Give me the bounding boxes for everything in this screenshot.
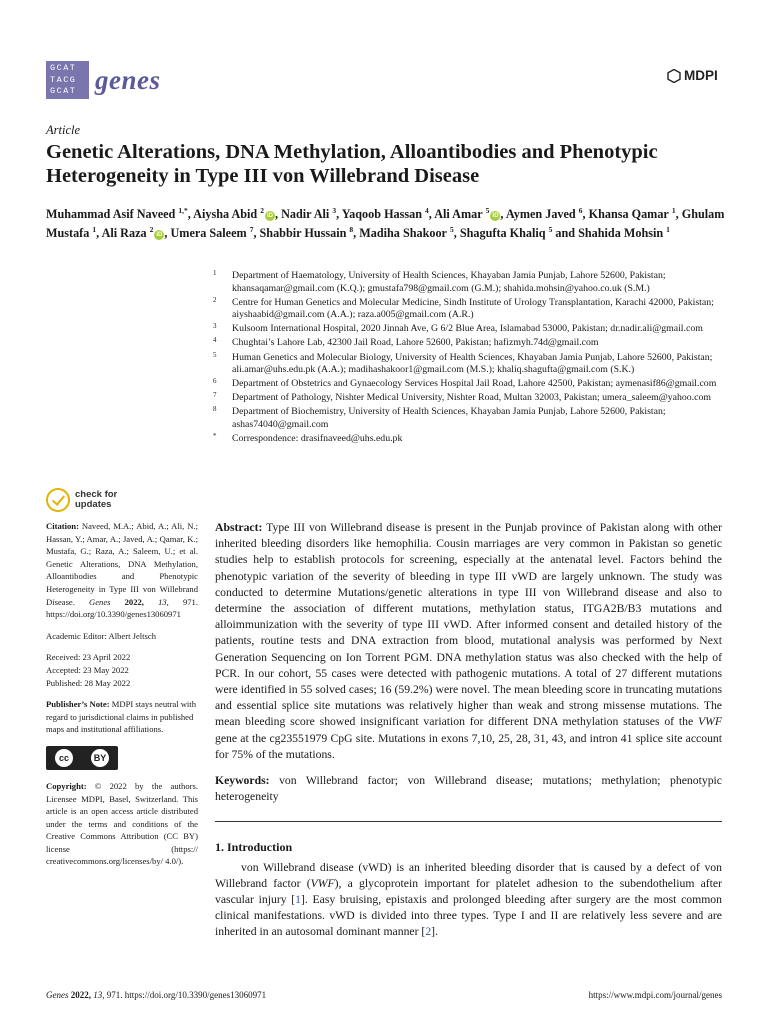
check-updates-icon (46, 488, 70, 512)
affiliation-text: Correspondence: drasifnaveed@uhs.edu.pk (232, 433, 403, 445)
author-affiliation-number: 1 (666, 225, 670, 235)
author: Ghulam Mustafa $^1$, (46, 207, 725, 241)
author-list (46, 203, 726, 241)
check-updates-line: updates (75, 499, 112, 510)
citation-doi-link[interactable]: 971. https://doi.org/10.3390/genes13060971 (46, 596, 198, 620)
article-title: Genetic Alterations, DNA Methylation, Alloantibodies and Phenotypic Heterogeneity in Type III von Willebrand Disease (46, 141, 658, 187)
author-affiliation-number: 1 (92, 225, 97, 235)
affiliation-number: 6 (213, 377, 217, 386)
keywords (215, 773, 722, 805)
author: Ali Raza $^2$iD , (101, 225, 171, 241)
author: Shabbir Hussain $^8$, (259, 225, 360, 241)
received-date: Received: 23 April 2022 (46, 652, 131, 663)
citation-text: Naveed, M.A.; Abid, A.; Ali, N.; Hassan, Y.; Amar, A.; Javed, A.; Qamar, K.; Mustafa, G.; Raza, A.; Saleem, U.; et al. Genetic Alterations, DNA Methylation, Alloantibodies and Phenotypic Heterogeneity in Type III von Willebrand Disease. (46, 521, 198, 607)
affiliation (213, 378, 723, 391)
abstract-gene: VWF (697, 715, 722, 729)
copyright (46, 780, 198, 868)
citation-label: Citation: (46, 521, 79, 531)
affiliation-text: Department of Biochemistry, University of Health Sciences, Khayaban Jamia Punjab, Lahore 52600, Pakistan; ashas74040@gmail.com (232, 406, 666, 431)
academic-editor: Academic Editor: Albert Jeltsch (46, 630, 157, 641)
author-name: Shabbir Hussain (259, 226, 347, 241)
author-name: Aymen Javed (505, 207, 576, 222)
affiliation (213, 433, 723, 446)
affiliation-text: Department of Haematology, University of Health Sciences, Khayaban Jamia Punjab, Lahore 52600, Pakistan; khansaqamar@gmail.com (K.Q.); gmustafa798@gmail.com (G.M.); shahida.mohsin@yahoo.co.uk (S.M.) (232, 270, 666, 294)
affiliation (213, 392, 723, 405)
check-for-updates-button[interactable] (46, 488, 198, 512)
author-name: Muhammad Asif Naveed (46, 207, 176, 222)
author-affiliation-number: 8 (349, 225, 354, 235)
author-affiliation-number: 1,* (178, 206, 188, 215)
affiliation (213, 270, 723, 295)
affiliation-number: 7 (213, 391, 217, 400)
abstract-label: Abstract: (215, 521, 263, 534)
author-affiliation-number: 1 (671, 206, 676, 215)
author-name: Shahida Mohsin (578, 226, 664, 241)
orcid-icon[interactable]: iD (156, 232, 163, 239)
author-name: Ali Amar (434, 207, 483, 222)
citation-volume: 13, (158, 596, 169, 607)
intro-text: ]. Easy bruising, epistaxis and prolonged bleeding after surgery are the most common clinical manifestations. vWD is divided into three types. Type I and II are relatively less severe and are inherited in an autosomal dominant manner [ (215, 893, 722, 939)
check-updates-label (75, 490, 117, 510)
author (578, 226, 670, 240)
affiliation-number: 2 (213, 295, 217, 304)
affiliation (213, 352, 723, 377)
affiliation-number: * (213, 432, 217, 441)
citation (46, 520, 198, 621)
journal-name: genes (95, 65, 161, 95)
orcid-icon[interactable]: iD (266, 213, 273, 220)
affiliation (213, 406, 723, 431)
publisher-name: MDPI (684, 68, 718, 83)
footer-volume: 13, (93, 990, 105, 1000)
citation-year: 2022, (124, 596, 144, 607)
author-name: Umera Saleem (170, 226, 247, 241)
affiliation-number: 5 (213, 350, 217, 359)
genes-logo-icon (46, 61, 89, 99)
author: Aiysha Abid $^2$iD , (193, 206, 282, 222)
keywords-label: Keywords: (215, 774, 270, 788)
intro-text: von Willebrand disease (vWD) is an inherited bleeding disorder that is caused by a defect of von Willebrand factor ( (215, 860, 722, 890)
footer-citation (46, 990, 266, 1000)
section-divider (215, 821, 722, 822)
affiliation (213, 297, 723, 322)
author: Yaqoob Hassan $^4$, (341, 206, 435, 222)
author: Aymen Javed $^6$, (505, 206, 589, 222)
author-name: Aiysha Abid (193, 207, 258, 222)
main-content (215, 520, 722, 941)
journal-logo (46, 61, 161, 99)
affiliation-number: 1 (213, 269, 217, 277)
footer-journal: Genes (46, 990, 69, 1000)
intro-gene: VWF (310, 876, 335, 890)
cc-by-license-badge[interactable] (46, 746, 118, 770)
author: Madiha Shakoor $^5$, (359, 225, 460, 241)
author-name: Yaqoob Hassan (341, 207, 422, 222)
author-name: Shagufta Khaliq (459, 226, 546, 241)
author (460, 226, 578, 240)
author-affiliation-number: 4 (425, 206, 429, 215)
section-heading: 1. Introduction (215, 840, 293, 855)
logo-line: TACG (50, 74, 77, 85)
publisher-note-text: MDPI stays neutral with regard to jurisdictional claims in published maps and institutional affiliations. (46, 699, 196, 735)
reference-link[interactable]: 1 (295, 893, 301, 907)
affiliation-text: Human Genetics and Molecular Biology, University of Health Sciences, Khayaban Jamia Punjab, Lahore 52600, Pakistan; ali.amar@uhs.edu.pk (A.A.); madihashakoor1@gmail.com (M.S.); khaliq.shagufta@gmail.com (S.K.) (232, 351, 713, 376)
mdpi-icon (667, 69, 681, 83)
abstract (215, 520, 722, 763)
author-name: Ali Raza (101, 226, 147, 241)
author-affiliation-number: 7 (249, 225, 254, 235)
abstract-text: Type III von Willebrand disease is present in the Punjab province of Pakistan along with other inherited bleeding disorders like hemophilia. Cousin marriages are very common in Pakistan so genetic studies help to establish protocols for screening, especially at the antenatal level. Factors behind the phenotypic variation of the severity of bleeding in type III vWD are largely unknown. The study was conducted to determine Mutations/genetic alterations in type III von Willebrand disease and also to determine the association of different mutations, methylation status, ITGA2B/B3 mutations and alloimmunization with the severity of type III vWD. After informed consent and detailed history of the patients, routine tests and DNA extraction from blood, mutational analysis was performed by Next Generation Sequencing on Ion Torrent PGM. DNA methylation status was also checked with the help of PCR. In our cohort, 55 cases were detected with pathogenic mutations. A total of 27 different mutations were identified in 55 solved cases; 16 (59.2%) were novel. The mean bleeding score in truncating mutations and essential splice site mutations was relatively higher than weak and strong missense mutations. The mean bleeding score showed insignificant variation for different DNA methylation statuses of the (215, 521, 722, 729)
reference-link[interactable]: 2 (425, 925, 432, 939)
cc-icon: cc (55, 749, 73, 767)
author-name: Madiha Shakoor (359, 226, 447, 241)
author: Ali Amar $^5$iD , (434, 206, 506, 222)
author-affiliation-number: 6 (578, 206, 583, 215)
affiliation-number: 8 (213, 405, 217, 414)
footer-year: 2022, (70, 990, 91, 1000)
footer-journal-url[interactable]: https://www.mdpi.com/journal/genes (588, 990, 722, 1000)
check-updates-line: check for (75, 489, 118, 500)
affiliation-text: Chughtai’s Lahore Lab, 42300 Jail Road, Lahore 52600, Pakistan; hafizmyh.74d@gmail.com (232, 337, 599, 349)
author: Muhammad Asif Naveed $^{1,*}$, (46, 206, 194, 222)
affiliation-text: Kulsoom International Hospital, 2020 Jinnah Ave, G 6/2 Blue Area, Islamabad 53000, Pakistan; dr.nadir.ali@gmail.com (232, 323, 703, 335)
published-date: Published: 28 May 2022 (46, 677, 131, 688)
publisher-logo (667, 68, 718, 83)
logo-line: GCAT (50, 86, 77, 96)
abstract-text-end: gene at the cg23551979 CpG site. Mutations in exons 7,10, 25, 28, 31, 43, and intron 41 splice site account for 75% of the mutations. (215, 731, 722, 761)
author: Nadir Ali $^3$, (281, 206, 342, 222)
sidebar (46, 488, 198, 877)
author-affiliation-number: 3 (332, 206, 337, 215)
keywords-text: von Willebrand factor; von Willebrand disease; mutations; methylation; phenotypic heterogeneity (215, 774, 722, 804)
affiliation-number: 4 (213, 336, 217, 345)
affiliation-text: Centre for Human Genetics and Molecular Medicine, Sindh Institute of Urology Transplantation, Karachi 42000, Pakistan; aiyshaabid@gmail.com (A.A.); raza.a005@gmail.com (A.R.) (232, 296, 714, 321)
author-conjunction: and (555, 226, 576, 241)
intro-text: ), a glycoprotein important for platelet adhesion to the subendothelium after vascular injury [ (215, 876, 722, 907)
author-affiliation-number: 5 (450, 225, 454, 235)
intro-paragraph (215, 860, 722, 941)
author-affiliation-number: 5 (485, 206, 490, 215)
affiliation-list (213, 270, 723, 447)
author-name: Ghulam Mustafa (46, 207, 725, 241)
by-icon: BY (91, 749, 109, 767)
citation-journal: Genes (89, 596, 111, 607)
page-footer (46, 990, 722, 1000)
copyright-label: Copyright: (46, 780, 87, 791)
footer-doi-link[interactable]: 971. https://doi.org/10.3390/genes13060971 (106, 990, 267, 1000)
affiliation-text: Department of Obstetrics and Gynaecology Services Hospital Jail Road, Lahore 42500, Pakistan; aymenasif86@gmail.com (232, 378, 717, 390)
intro-text: ]. (431, 925, 438, 939)
publication-dates (46, 651, 198, 689)
author-affiliation-number: 5 (548, 225, 553, 235)
affiliation (213, 337, 723, 350)
author-affiliation-number: 2 (260, 206, 264, 215)
affiliation (213, 323, 723, 336)
logo-line: GCAT (50, 63, 77, 73)
author-affiliation-number: 2 (149, 225, 154, 235)
author-name: Khansa Qamar (588, 207, 669, 222)
author: Khansa Qamar $^1$, (588, 206, 682, 222)
affiliation-text: Department of Pathology, Nishter Medical University, Nishter Road, Multan 32003, Pakistan; umera_saleem@yahoo.com (232, 392, 711, 404)
article-type: Article (46, 123, 81, 137)
publisher-note (46, 698, 198, 736)
accepted-date: Accepted: 23 May 2022 (46, 664, 129, 675)
affiliation-number: 3 (213, 322, 217, 331)
orcid-icon[interactable]: iD (492, 213, 499, 220)
copyright-text: © 2022 by the authors. Licensee MDPI, Basel, Switzerland. This article is an open access article distributed under the terms and conditions of the Creative Commons Attribution (CC BY) license (https:// creativecommons.org/licenses/by/ 4.0/). (46, 780, 198, 867)
author-name: Nadir Ali (281, 207, 330, 222)
author: Umera Saleem $^7$, (170, 225, 260, 241)
publisher-note-label: Publisher’s Note: (46, 699, 110, 710)
